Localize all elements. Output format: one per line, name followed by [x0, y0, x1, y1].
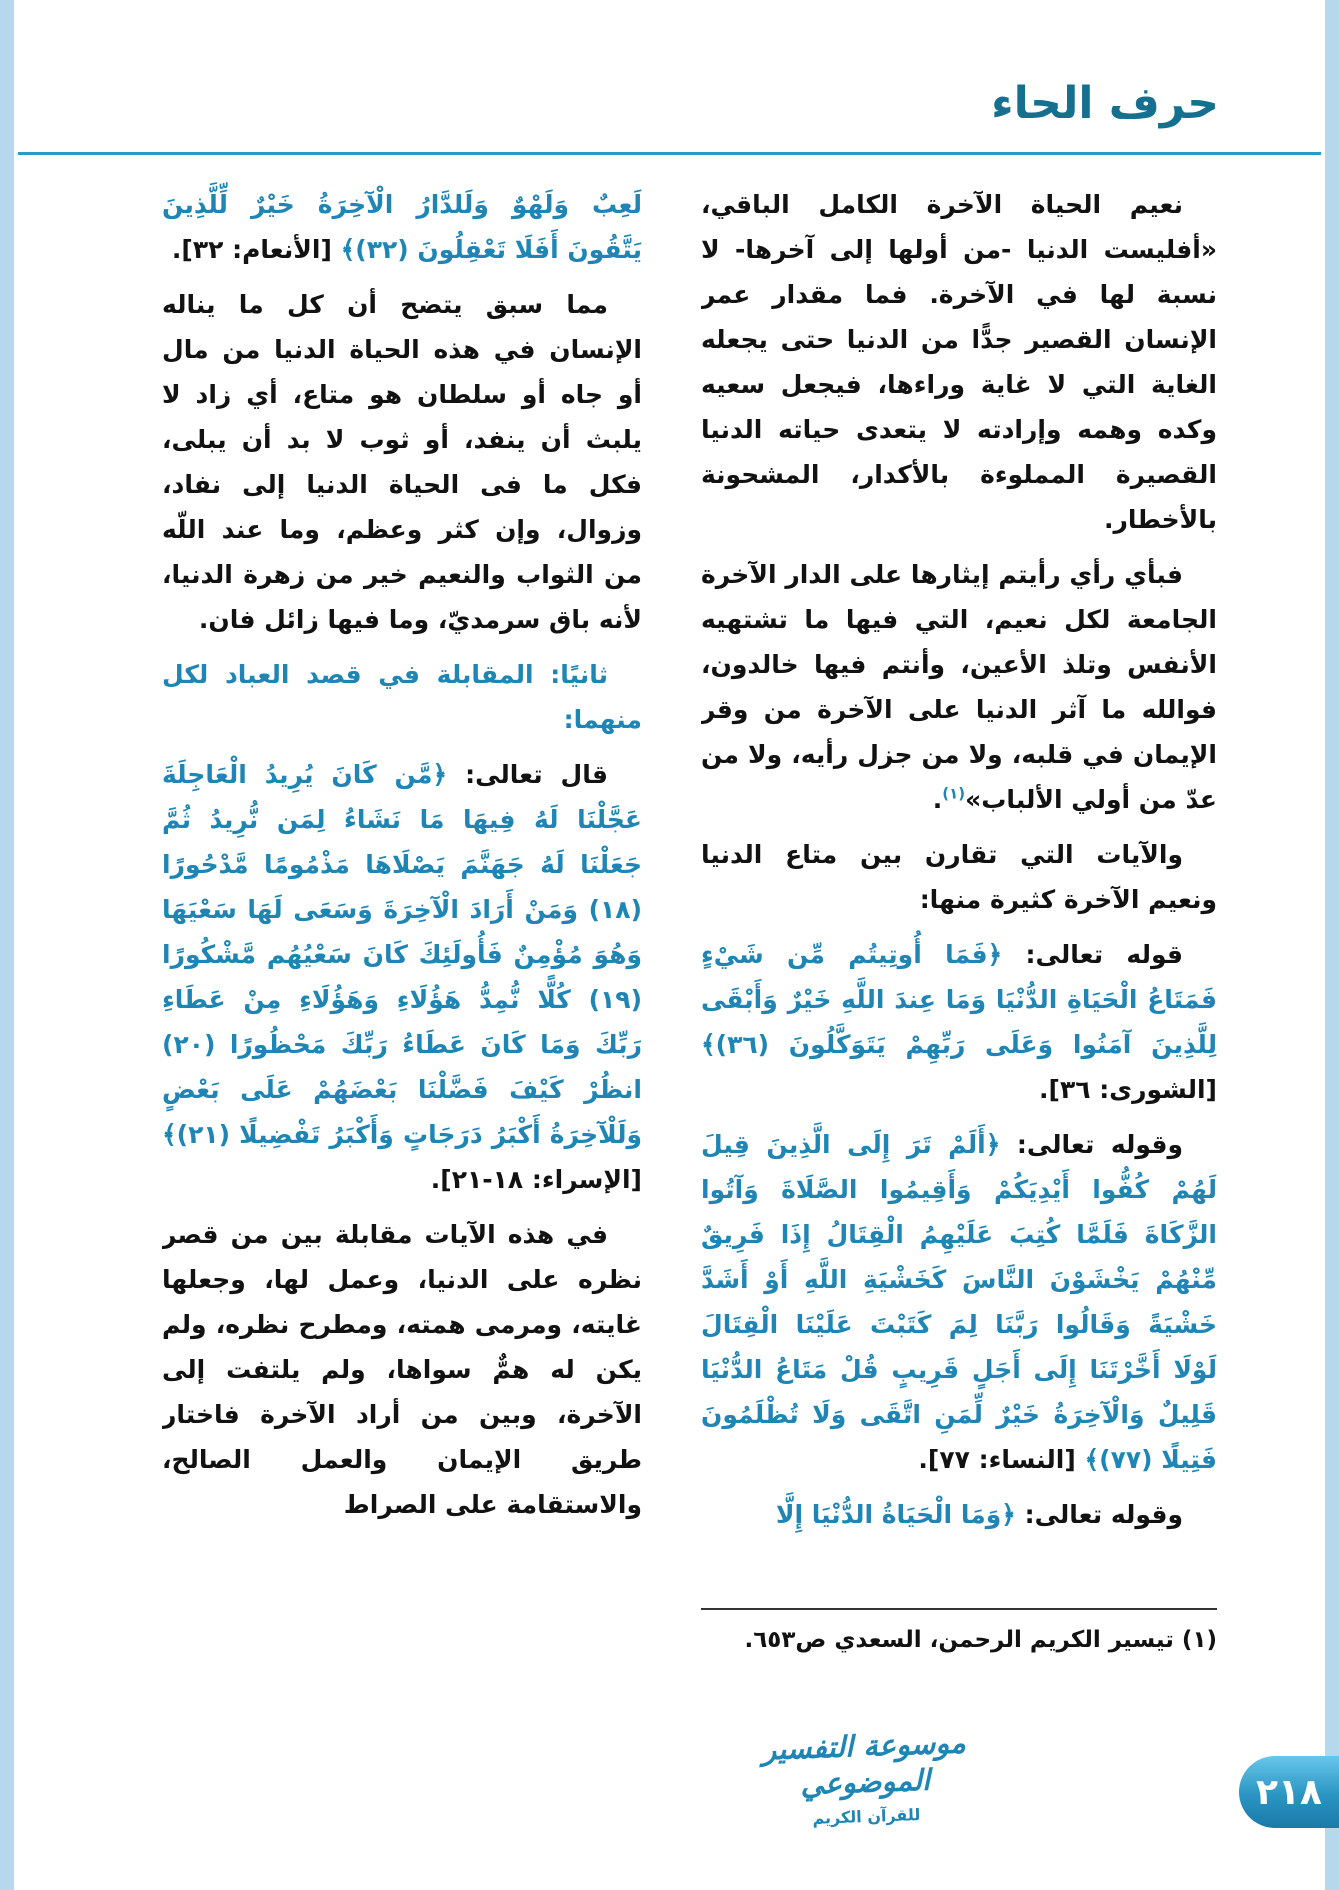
verse-reference: [النساء: ٧٧]. [918, 1445, 1085, 1474]
quran-verse: لَعِبٌ وَلَهْوٌ وَلَلدَّارُ الْآخِرَةُ خَيْرٌ لِّلَّذِينَ يَتَّقُونَ أَفَلَا تَعْقِلُونَ (٣٢)﴾ [162, 190, 642, 264]
verse-intro: وقوله تعالى: [1000, 1130, 1183, 1159]
verse-reference: [الأنعام: ٣٢]. [171, 235, 341, 264]
publisher-logo-title: موسوعة التفسير الموضوعي [761, 1725, 967, 1802]
body-paragraph [701, 552, 1217, 822]
footnote [701, 1622, 1217, 1659]
publisher-logo [750, 1724, 979, 1829]
text-column-right [701, 182, 1217, 1547]
footnote-marker: (١) [942, 784, 966, 803]
paragraph-text: . [932, 785, 943, 814]
body-paragraph: مما سبق يتضح أن كل ما يناله الإنسان في هذه الحياة الدنيا من مال أو جاه أو سلطان هو متاع، أي زاد لا يلبث أن ينفد، أو ثوب لا بد أن يبلى، فكل ما فى الحياة الدنيا إلى نفاد، وزوال، وإن كثر وعظم، وما عند اللّه من الثواب والنعيم خير من زهرة الدنيا، لأنه باق سرمديّ، وما فيها زائل فان. [162, 290, 642, 634]
verse-paragraph [162, 182, 642, 272]
verse-paragraph [701, 1492, 1217, 1537]
body-paragraph: نعيم الحياة الآخرة الكامل الباقي، «أفليست الدنيا -من أولها إلى آخرها- لا نسبة لها في الآخرة. فما مقدار عمر الإنسان القصير جدًّا من الدنيا حتى يجعله الغاية التي لا غاية وراءها، فيجعل سعيه وكده وهمه وإرادته لا يتعدى حياته الدنيا القصيرة المملوءة بالأكدار، المشحونة بالأخطار. [701, 190, 1217, 534]
quran-verse: ﴿مَّن كَانَ يُرِيدُ الْعَاجِلَةَ عَجَّلْنَا لَهُ فِيهَا مَا نَشَاءُ لِمَن نُّرِيدُ ثُمَّ جَعَلْنَا لَهُ جَهَنَّمَ يَصْلَاهَا مَذْمُومًا مَّدْحُورًا (١٨) وَمَنْ أَرَادَ الْآخِرَةَ وَسَعَى لَهَا سَعْيَهَا وَهُوَ مُؤْمِنٌ فَأُولَئِكَ كَانَ سَعْيُهُم مَّشْكُورًا (١٩) كُلًّا نُّمِدُّ هَؤُلَاءِ وَهَؤُلَاءِ مِنْ عَطَاءِ رَبِّكَ وَمَا كَانَ عَطَاءُ رَبِّكَ مَحْظُورًا (٢٠) انظُرْ كَيْفَ فَضَّلْنَا بَعْضَهُمْ عَلَى بَعْضٍ وَلَلْآخِرَةُ أَكْبَرُ دَرَجَاتٍ وَأَكْبَرُ تَفْضِيلًا (٢١)﴾ [162, 760, 642, 1149]
footnote-divider [701, 1608, 1217, 1610]
verse-intro: قوله تعالى: [1002, 940, 1184, 969]
text-column-left [162, 182, 642, 1537]
verse-paragraph [701, 1122, 1217, 1482]
section-heading: ثانيًا: المقابلة في قصد العباد لكل منهما: [162, 660, 642, 734]
left-border-strip [0, 0, 14, 1890]
body-paragraph: والآيات التي تقارن بين متاع الدنيا ونعيم الآخرة كثيرة منها: [701, 840, 1217, 914]
chapter-heading: حرف الحاء [991, 78, 1219, 129]
right-border-strip [1325, 0, 1339, 1890]
footnote-text: تيسير الكريم الرحمن، السعدي ص٦٥٣. [744, 1627, 1174, 1653]
publisher-logo-subtitle: للقرآن الكريم [812, 1804, 921, 1828]
quran-verse: ﴿فَمَا أُوتِيتُم مِّن شَيْءٍ فَمَتَاعُ الْحَيَاةِ الدُّنْيَا وَمَا عِندَ اللَّهِ خَيْرٌ وَأَبْقَى لِلَّذِينَ آمَنُوا وَعَلَى رَبِّهِمْ يَتَوَكَّلُونَ (٣٦)﴾ [701, 940, 1217, 1059]
footnote-number: (١) [1181, 1627, 1217, 1653]
verse-intro: قال تعالى: [447, 760, 608, 789]
paragraph-text: فبأي رأي رأيتم إيثارها على الدار الآخرة الجامعة لكل نعيم، التي فيها ما تشتهيه الأنفس وتلذ الأعين، وأنتم فيها خالدون، فوالله ما آثر الدنيا على الآخرة من وقر الإيمان في قلبه، ولا من جزل رأيه، ولا من عدّ من أولي الألباب» [701, 560, 1217, 814]
verse-reference: [الإسراء: ١٨-٢١]. [430, 1165, 642, 1194]
verse-paragraph [701, 932, 1217, 1112]
verse-paragraph [162, 752, 642, 1202]
quran-verse: ﴿أَلَمْ تَرَ إِلَى الَّذِينَ قِيلَ لَهُمْ كُفُّوا أَيْدِيَكُمْ وَأَقِيمُوا الصَّلَاةَ وَآتُوا الزَّكَاةَ فَلَمَّا كُتِبَ عَلَيْهِمُ الْقِتَالُ إِذَا فَرِيقٌ مِّنْهُمْ يَخْشَوْنَ النَّاسَ كَخَشْيَةِ اللَّهِ أَوْ أَشَدَّ خَشْيَةً وَقَالُوا رَبَّنَا لِمَ كَتَبْتَ عَلَيْنَا الْقِتَالَ لَوْلَا أَخَّرْتَنَا إِلَى أَجَلٍ قَرِيبٍ قُلْ مَتَاعُ الدُّنْيَا قَلِيلٌ وَالْآخِرَةُ خَيْرٌ لِّمَنِ اتَّقَى وَلَا تُظْلَمُونَ فَتِيلًا (٧٧)﴾ [701, 1130, 1217, 1474]
verse-reference: [الشورى: ٣٦]. [1039, 1075, 1217, 1104]
body-paragraph: في هذه الآيات مقابلة بين من قصر نظره على الدنيا، وعمل لها، وجعلها غايته، ومرمى همته، ومطرح نظره، ولم يكن له همٌّ سواها، ولم يلتفت إلى الآخرة، وبين من أراد الآخرة فاختار طريق الإيمان والعمل الصالح، والاستقامة على الصراط [162, 1220, 642, 1519]
quran-verse: ﴿وَمَا الْحَيَاةُ الدُّنْيَا إِلَّا [775, 1500, 1016, 1529]
verse-intro: وقوله تعالى: [1015, 1500, 1183, 1529]
header-divider [18, 152, 1321, 155]
page-number-badge: ٢١٨ [1239, 1756, 1339, 1828]
